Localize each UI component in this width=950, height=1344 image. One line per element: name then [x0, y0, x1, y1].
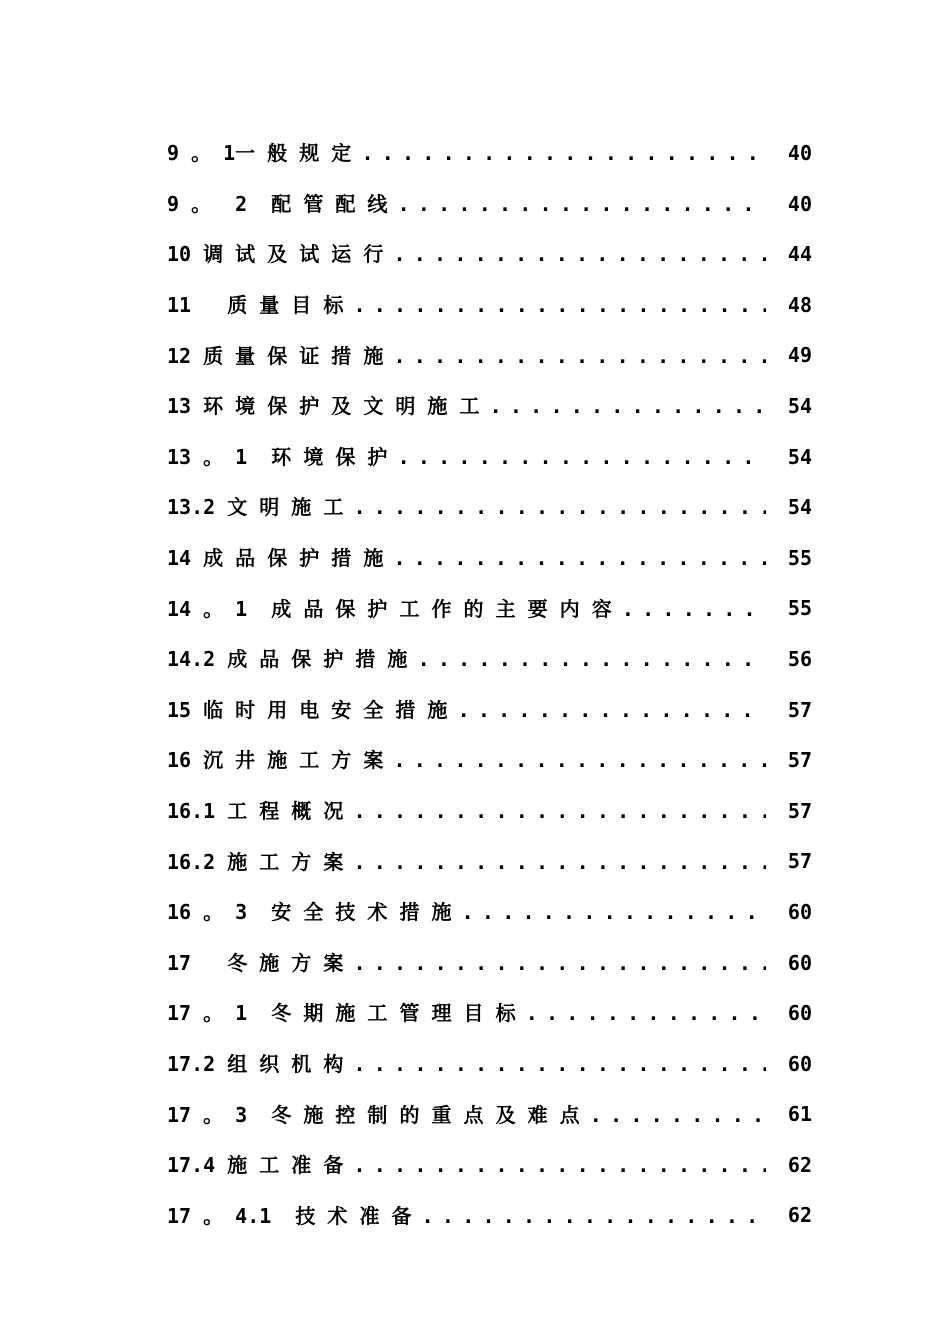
toc-entry-17-1[interactable] [167, 988, 812, 1039]
toc-entry-title: 17.2 组 织 机 构 . . . [167, 1039, 767, 1089]
toc-entry-page: 62 [766, 1190, 812, 1241]
toc-entry-page: 40 [766, 128, 812, 179]
toc-entry-title: 16 沉 井 施 工 方 案 . . . [167, 735, 767, 785]
toc-entry-title: 15 临 时 用 电 安 全 措 施 . . . [167, 685, 767, 735]
toc-entry-9-1[interactable] [167, 128, 812, 179]
toc-entry-title: 17 。 3 冬 施 控 制 的 重 点 及 难 点 . . . [167, 1090, 767, 1140]
toc-entry-title: 17.4 施 工 准 备 . . . [167, 1140, 767, 1190]
toc-entry-page: 60 [766, 887, 812, 938]
toc-entry-page: 54 [766, 381, 812, 432]
toc-entry-page: 57 [766, 786, 812, 837]
toc-entry-17-4[interactable] [167, 1140, 812, 1191]
toc-entry-title: 9 。 1一 般 规 定 . . . [167, 128, 767, 178]
toc-entry-title: 16 。 3 安 全 技 术 措 施 . . . [167, 887, 767, 937]
toc-entry-13-1[interactable] [167, 432, 812, 483]
toc-entry-14-2[interactable] [167, 634, 812, 685]
toc-entry-14-1[interactable] [167, 583, 812, 634]
toc-entry-15[interactable] [167, 685, 812, 736]
toc-entry-title: 17 冬 施 方 案 . . . [167, 938, 767, 988]
toc-entry-page: 60 [766, 938, 812, 989]
toc-entry-title: 17 。 4.1 技 术 准 备 . . . [167, 1191, 767, 1241]
toc-entry-title: 16.2 施 工 方 案 . . . [167, 837, 767, 887]
toc-entry-9-2[interactable] [167, 179, 812, 230]
toc-entry-page: 56 [766, 634, 812, 685]
toc-entry-title: 11 质 量 目 标 . . . [167, 280, 767, 330]
toc-entry-title: 14.2 成 品 保 护 措 施 . . . [167, 634, 767, 684]
toc-entry-page: 55 [766, 533, 812, 584]
toc-entry-page: 57 [766, 685, 812, 736]
toc-entry-17[interactable] [167, 938, 812, 989]
table-of-contents [167, 128, 812, 1241]
toc-entry-page: 40 [766, 179, 812, 230]
toc-entry-page: 49 [766, 330, 812, 381]
toc-entry-11[interactable] [167, 280, 812, 331]
toc-entry-13-2[interactable] [167, 482, 812, 533]
toc-entry-title: 13.2 文 明 施 工 . . . [167, 482, 767, 532]
toc-entry-title: 9 。 2 配 管 配 线 . . . [167, 179, 767, 229]
toc-entry-13[interactable] [167, 381, 812, 432]
toc-entry-page: 54 [766, 432, 812, 483]
toc-entry-title: 10 调 试 及 试 运 行 . . . [167, 229, 767, 279]
toc-entry-title: 14 。 1 成 品 保 护 工 作 的 主 要 内 容 . . . [167, 584, 767, 634]
toc-entry-title: 17 。 1 冬 期 施 工 管 理 目 标 . . . [167, 988, 767, 1038]
toc-entry-page: 62 [766, 1140, 812, 1191]
toc-entry-title: 13 环 境 保 护 及 文 明 施 工 . . . [167, 381, 767, 431]
toc-entry-page: 60 [766, 1039, 812, 1090]
toc-entry-16[interactable] [167, 735, 812, 786]
toc-entry-16-1[interactable] [167, 786, 812, 837]
toc-entry-title: 12 质 量 保 证 措 施 . . . [167, 331, 767, 381]
toc-entry-page: 48 [766, 280, 812, 331]
toc-entry-title: 14 成 品 保 护 措 施 . . . [167, 533, 767, 583]
toc-entry-17-4-1[interactable] [167, 1190, 812, 1241]
toc-entry-page: 54 [766, 482, 812, 533]
toc-entry-page: 57 [766, 735, 812, 786]
toc-entry-10[interactable] [167, 229, 812, 280]
toc-entry-page: 61 [766, 1089, 812, 1140]
toc-entry-16-2[interactable] [167, 836, 812, 887]
toc-entry-page: 44 [766, 229, 812, 280]
toc-entry-page: 60 [766, 988, 812, 1039]
toc-entry-16-3[interactable] [167, 887, 812, 938]
toc-entry-12[interactable] [167, 330, 812, 381]
toc-entry-14[interactable] [167, 533, 812, 584]
toc-entry-17-2[interactable] [167, 1039, 812, 1090]
toc-entry-page: 57 [766, 836, 812, 887]
toc-entry-title: 16.1 工 程 概 况 . . . [167, 786, 767, 836]
toc-entry-page: 55 [766, 583, 812, 634]
toc-entry-17-3[interactable] [167, 1089, 812, 1140]
toc-entry-title: 13 。 1 环 境 保 护 . . . [167, 432, 767, 482]
